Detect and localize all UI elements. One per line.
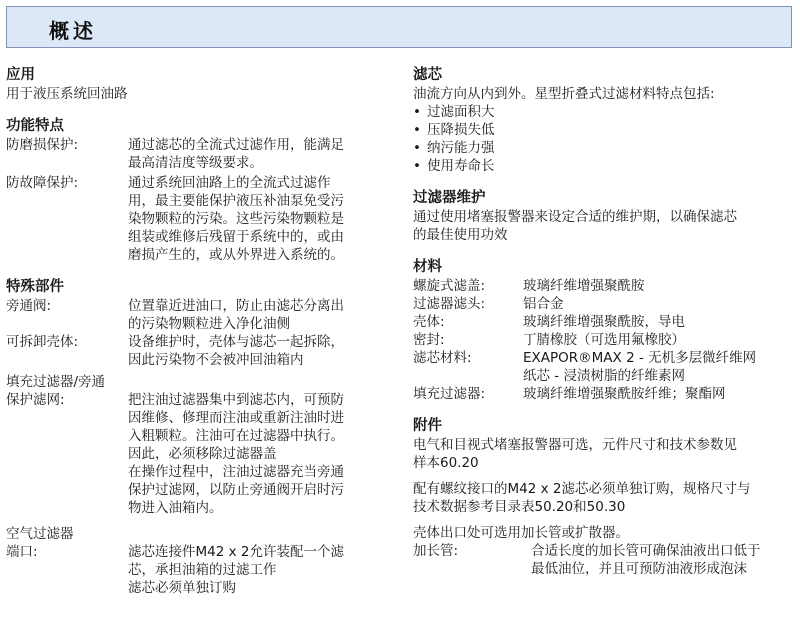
bullet-icon: • xyxy=(413,140,421,156)
materials-heading: 材料 xyxy=(413,259,442,275)
material-desc: 玻璃纤维增强聚酰胺，导电 xyxy=(523,314,685,330)
feature-term: 防故障保护: xyxy=(6,175,79,191)
material-term: 壳体: xyxy=(413,314,445,330)
extension-row xyxy=(413,542,798,578)
bullet-icon: • xyxy=(413,104,421,120)
material-row xyxy=(413,313,798,331)
right-column xyxy=(413,66,798,578)
bullet-icon: • xyxy=(413,158,421,174)
fill-filter-row xyxy=(6,391,386,517)
material-row xyxy=(413,331,798,349)
material-desc: 玻璃纤维增强聚酰胺纤维；聚酯网 xyxy=(523,386,726,402)
air-filter-desc: 滤芯连接件M42 x 2允许装配一个滤 芯，承担油箱的过滤工作 滤芯必须单独订购 xyxy=(128,544,344,596)
special-row xyxy=(6,333,386,369)
material-term: 滤芯材料: xyxy=(413,350,472,366)
feature-row xyxy=(6,136,386,172)
air-filter-title: 空气过滤器 xyxy=(6,526,74,542)
fill-filter-term: 保护滤网: xyxy=(6,392,65,408)
left-column xyxy=(6,66,386,597)
element-heading: 滤芯 xyxy=(413,67,442,83)
extension-term: 加长管: xyxy=(413,543,459,559)
list-item: • 使用寿命长 xyxy=(413,158,495,174)
fill-filter-desc: 把注油过滤器集中到滤芯内，可预防 因维修、修理而注油或重新注油时进 入粗颗粒。注油可在过滤器中执行。 因此，必须移除过滤器盖 在操作过程中，注油过滤器充当旁通 保护过滤网，以防止旁通阀开启时污 物进入油箱内。 xyxy=(128,392,344,516)
section-title: 概述 xyxy=(49,19,97,43)
material-row xyxy=(413,349,798,385)
maintenance-heading: 过滤器维护 xyxy=(413,190,486,206)
features-heading: 功能特点 xyxy=(6,118,64,134)
special-desc: 设备维护时，壳体与滤芯一起拆除， 因此污染物不会被冲回油箱内 xyxy=(128,334,344,368)
accessories-heading: 附件 xyxy=(413,418,442,434)
material-row xyxy=(413,295,798,313)
accessories-paragraph: 配有螺纹接口的M42 x 2滤芯必须单独订购，规格尺寸与 技术数据参考目录表50.20和50.30 xyxy=(413,481,751,515)
extension-desc: 合适长度的加长管可确保油液出口低于 最低油位，并且可预防油液形成泡沫 xyxy=(531,543,761,577)
element-text: 油流方向从内到外。星型折叠式过滤材料特点包括: xyxy=(413,86,715,102)
feature-desc: 通过滤芯的全流式过滤作用，能满足 最高清洁度等级要求。 xyxy=(128,137,344,171)
special-term: 旁通阀: xyxy=(6,298,52,314)
list-item: • 过滤面积大 xyxy=(413,104,495,120)
special-row xyxy=(6,297,386,333)
material-row xyxy=(413,385,798,403)
material-desc: 丁腈橡胶（可选用氟橡胶） xyxy=(523,332,685,348)
feature-row xyxy=(6,174,386,264)
material-row xyxy=(413,277,798,295)
feature-desc: 通过系统回油路上的全流式过滤作 用，最主要能保护液压补油泵免受污 染物颗粒的污染。这些污染物颗粒是 组装或维修后残留于系统中的，或由 磨损产生的，或从外界进入系统的。 xyxy=(128,175,344,263)
material-term: 填充过滤器: xyxy=(413,386,486,402)
element-bullets xyxy=(413,103,798,175)
material-term: 过滤器滤头: xyxy=(413,296,486,312)
air-filter-term: 端口: xyxy=(6,544,38,560)
accessories-paragraph: 电气和目视式堵塞报警器可选，元件尺寸和技术参数见 样本60.20 xyxy=(413,437,737,471)
application-heading: 应用 xyxy=(6,67,35,83)
list-item: • 纳污能力强 xyxy=(413,140,495,156)
special-term: 可拆卸壳体: xyxy=(6,334,79,350)
material-desc: EXAPOR®MAX 2 - 无机多层微纤维网 纸芯 - 浸渍树脂的纤维素网 xyxy=(523,350,757,384)
material-term: 螺旋式滤盖: xyxy=(413,278,486,294)
material-desc: 铝合金 xyxy=(523,296,564,312)
section-header xyxy=(6,6,792,48)
feature-term: 防磨损保护: xyxy=(6,137,79,153)
material-desc: 玻璃纤维增强聚酰胺 xyxy=(523,278,645,294)
air-filter-row xyxy=(6,543,386,597)
bullet-icon: • xyxy=(413,122,421,138)
fill-filter-title: 填充过滤器/旁通 xyxy=(6,374,106,390)
special-desc: 位置靠近进油口，防止由滤芯分离出 的污染物颗粒进入净化油侧 xyxy=(128,298,344,332)
material-term: 密封: xyxy=(413,332,445,348)
application-text: 用于液压系统回油路 xyxy=(6,86,128,102)
special-parts-heading: 特殊部件 xyxy=(6,279,64,295)
maintenance-text: 通过使用堵塞报警器来设定合适的维护期，以确保滤芯 的最佳使用功效 xyxy=(413,209,737,243)
list-item: • 压降损失低 xyxy=(413,122,495,138)
accessories-paragraph: 壳体出口处可选用加长管或扩散器。 xyxy=(413,525,629,541)
